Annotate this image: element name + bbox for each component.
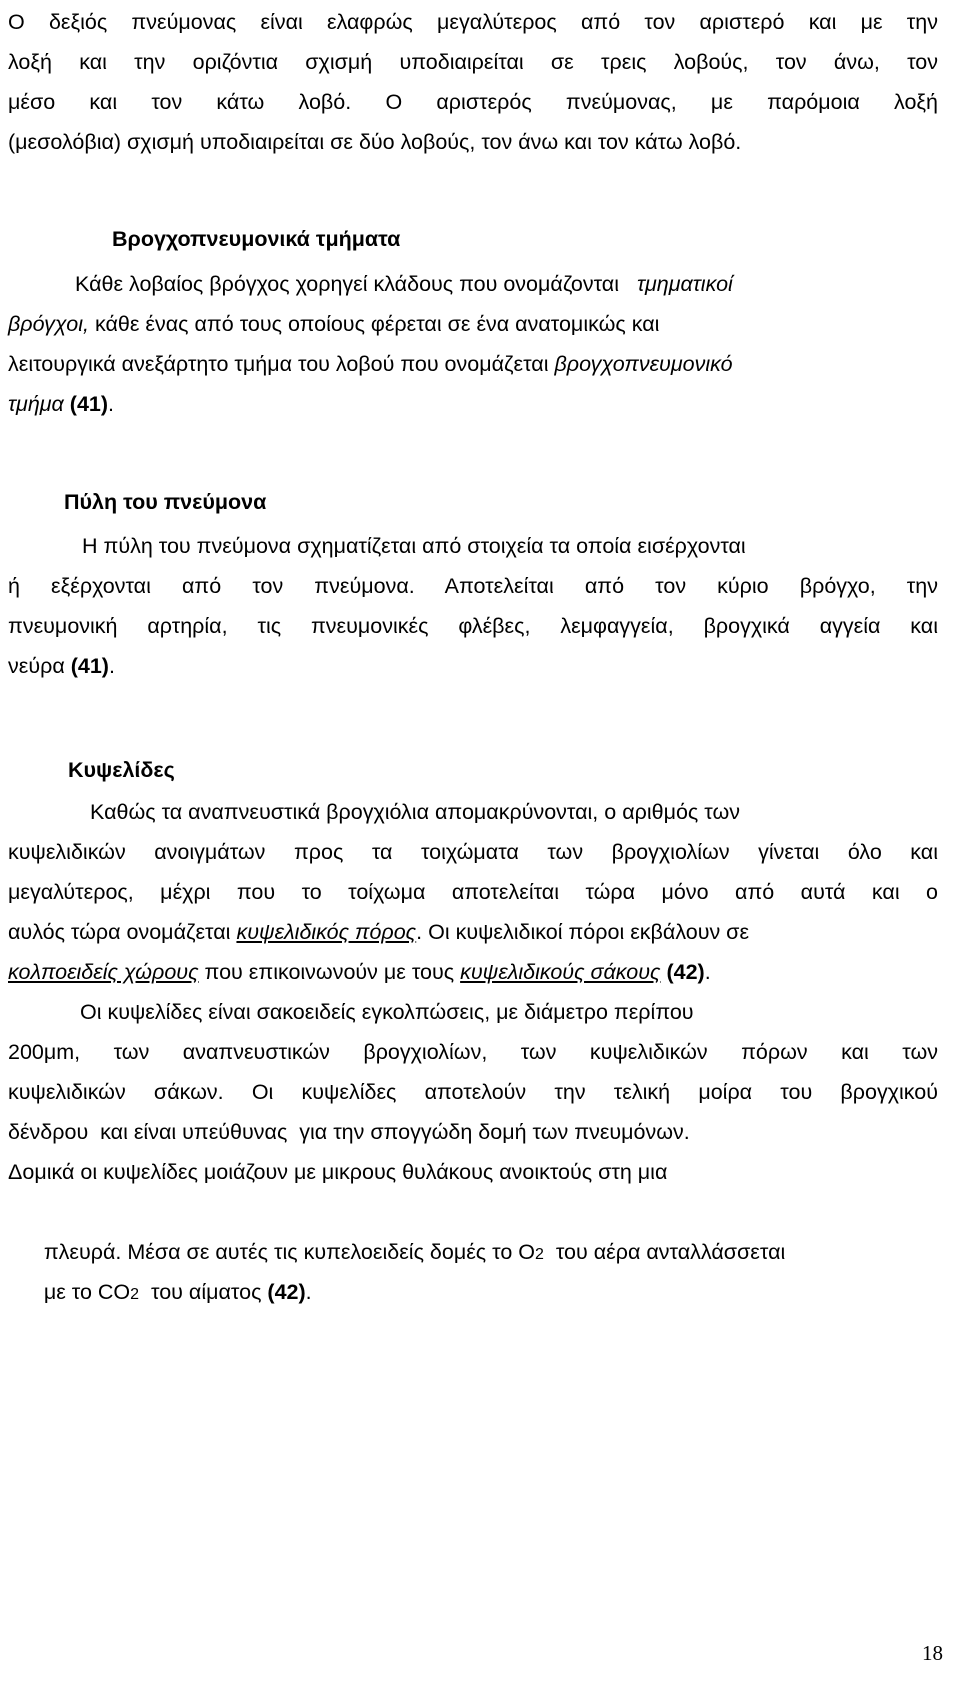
intro-line: μέσο και τον κάτω λοβό. Ο αριστερός πνεύμονας, με παρόμοια λοξή <box>8 90 938 114</box>
subscript: 2 <box>534 1246 544 1263</box>
citation: (42) <box>660 960 705 984</box>
paragraph-line <box>8 264 938 304</box>
text-segment: του αίματος <box>139 1280 268 1304</box>
text-segment: . <box>704 960 711 984</box>
term-sinusoidal-spaces: κολποειδείς χώρους <box>8 960 199 984</box>
term-segmental-bronchi: τμηματικοί <box>636 272 733 296</box>
paragraph-line <box>8 646 938 686</box>
paragraph-line: δένδρου και είναι υπεύθυνας για την σπογγώδη δομή των πνευμόνων. <box>8 1120 690 1144</box>
paragraph-line: Δομικά οι κυψελίδες μοιάζουν με μικρους θυλάκους ανοικτούς στη μια <box>8 1160 668 1184</box>
text-segment: . <box>108 392 115 416</box>
subscript: 2 <box>130 1286 140 1303</box>
term-alveolar-sacs: κυψελιδικούς σάκους <box>460 960 661 984</box>
paragraph-line: Οι κυψελίδες είναι σακοειδείς εγκολπώσεις, με διάμετρο περίπου <box>80 1000 694 1024</box>
paragraph-line <box>8 344 938 384</box>
intro-line: λοξή και την οριζόντια σχισμή υποδιαιρείται σε τρεις λοβούς, τον άνω, τον <box>8 50 938 74</box>
text-segment: λειτουργικά ανεξάρτητο τμήμα του λοβού που ονομάζεται <box>8 352 555 376</box>
hilum-paragraph <box>8 526 938 686</box>
section-heading-hilum: Πύλη του πνεύμονα <box>64 490 267 514</box>
section-heading-alveoli: Κυψελίδες <box>68 758 175 782</box>
paragraph-line: Καθώς τα αναπνευστικά βρογχιόλια απομακρύνονται, ο αριθμός των <box>90 800 740 824</box>
text-segment: αυλός τώρα ονομάζεται <box>8 920 237 944</box>
text-segment: με το CO <box>43 1280 131 1304</box>
paragraph-line: κυψελιδικών ανοιγμάτων προς τα τοιχώματα των βρογχιολίων γίνεται όλο και <box>8 840 938 864</box>
paragraph-line <box>8 384 938 424</box>
citation: (41) <box>70 654 109 678</box>
alveoli-paragraph-2 <box>8 992 938 1304</box>
term-alveolar-duct: κυψελιδικός πόρος <box>236 920 417 944</box>
text-segment: του αέρα ανταλλάσσεται <box>543 1240 786 1264</box>
text-segment: νεύρα <box>8 654 71 678</box>
paragraph-line <box>8 952 938 992</box>
bronchopulmonary-paragraph <box>8 264 938 424</box>
intro-line: (μεσολόβια) σχισμή υποδιαιρείται σε δύο λοβούς, τον άνω και τον κάτω λοβό. <box>8 130 742 154</box>
paragraph-line: μεγαλύτερος, μέχρι που το τοίχωμα αποτελείται τώρα μόνο από αυτά και ο <box>8 880 938 904</box>
paragraph-line <box>8 304 938 344</box>
paragraph-line: Η πύλη του πνεύμονα σχηματίζεται από στοιχεία τα οποία εισέρχονται <box>82 534 746 558</box>
citation: (42) <box>267 1280 306 1304</box>
paragraph-line <box>8 912 938 952</box>
paragraph-line: ή εξέρχονται από τον πνεύμονα. Αποτελείται από τον κύριο βρόγχο, την <box>8 574 938 598</box>
text-segment: . <box>305 1280 312 1304</box>
term-bronchopulmonary-segment: βρογχοπνευμονικό <box>554 352 733 376</box>
citation: (41) <box>63 392 109 416</box>
term-segment: τμήμα <box>8 392 64 416</box>
paragraph-line <box>8 1192 938 1264</box>
text-segment: . Οι κυψελιδικοί πόροι εκβάλουν σε <box>416 920 750 944</box>
text-segment: που επικοινωνούν με τους <box>198 960 461 984</box>
text-segment: πλευρά. Μέσα σε αυτές τις κυπελοειδείς δομές το O <box>43 1240 535 1264</box>
alveoli-paragraph-1 <box>8 792 938 992</box>
paragraph-line: 200μm, των αναπνευστικών βρογχιολίων, των κυψελιδικών πόρων και των <box>8 1040 938 1064</box>
text-segment: Κάθε λοβαίος βρόγχος χορηγεί κλάδους που ονομάζονται <box>75 272 619 296</box>
paragraph-line: πνευμονική αρτηρία, τις πνευμονικές φλέβες, λεμφαγγεία, βρογχικά αγγεία και <box>8 614 938 638</box>
intro-paragraph <box>8 2 938 162</box>
paragraph-line: κυψελιδικών σάκων. Οι κυψελίδες αποτελούν την τελική μοίρα του βρογχικού <box>8 1080 938 1104</box>
term-segmental-bronchi-cont: βρόγχοι, <box>8 312 89 336</box>
text-segment: . <box>108 654 115 678</box>
intro-line: Ο δεξιός πνεύμονας είναι ελαφρώς μεγαλύτερος από τον αριστερό και με την <box>8 10 938 34</box>
text-segment: κάθε ένας από τους οποίους φέρεται σε ένα ανατομικώς και <box>89 312 660 336</box>
section-heading-bronchopulmonary: Βρογχοπνευμονικά τμήματα <box>112 227 401 251</box>
page-number: 18 <box>922 1641 943 1665</box>
